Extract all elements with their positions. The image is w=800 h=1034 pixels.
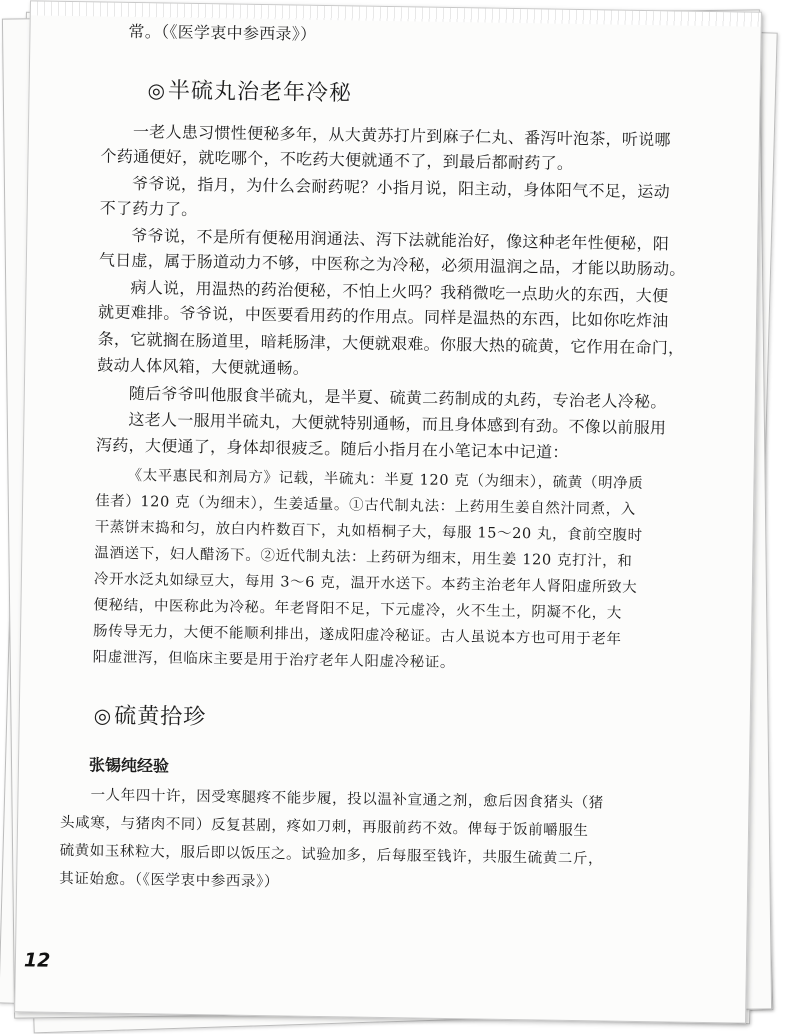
body-line: 鼓动人体风箱，大便就通畅。 [97, 355, 310, 378]
body-line: 其证始愈。（《医学衷中参西录》） [59, 870, 280, 891]
body-line: 泻药，大便通了，身体却很疲乏。随后小指月在小笔记本中记道： [95, 435, 569, 462]
body-line: 爷爷说，不是所有便秘用润通法、泻下法就能治好，像这种老年性便秘，阳 [131, 225, 670, 254]
body-line: 不了药力了。 [99, 198, 198, 219]
body-line: 气日虚，属于肠道动力不够，中医称之为冷秘，必须用温润之品，才能以助肠动。 [98, 250, 686, 279]
section-heading [147, 73, 352, 107]
double-circle-icon: ◎ [147, 78, 167, 103]
note-line: 《太平惠民和剂局方》记载，半硫丸：半夏 120 克（为细末），硫黄（明净质 [127, 467, 644, 493]
body-line: 这老人一服用半硫丸，大便就特别通畅，而且身体感到有劲。不像以前服用 [128, 409, 667, 438]
section-title: 硫黄拾珍 [114, 703, 207, 731]
body-line: 硫黄如玉秫粒大，服后即以饭压之。试验加多，后每服至钱许，共服生硫黄二斤， [59, 842, 604, 868]
note-line: 便秘结，中医称此为冷秘。年老肾阳不足，下元虚冷，火不生土，阴凝不化，大 [93, 597, 623, 622]
body-line: 一老人患习惯性便秘多年，从大黄苏打片到麻子仁丸、番泻叶泡茶，听说哪 [132, 121, 671, 150]
note-line: 阳虚泄泻，但临床主要是用于治疗老年人阳虚冷秘证。 [92, 649, 456, 672]
body-line: 随后爷爷叫他服食半硫丸，是半夏、硫黄二药制成的丸药，专治老人冷秘。 [128, 383, 667, 412]
body-line: 病人说，用温热的药治便秘，不怕上火吗？我稍微吃一点助火的东西，大便 [130, 277, 669, 306]
note-line: 佳者）120 克（为细末），生姜适量。①古代制丸法：上药用生姜自然汁同煮，入 [95, 493, 637, 518]
note-line: 肠传导无力，大便不能顺利排出，遂成阳虚冷秘证。古人虽说本方也可用于老年 [92, 623, 622, 648]
section-title: 半硫丸治老年冷秘 [167, 78, 353, 107]
note-line: 冷开水泛丸如绿豆大，每用 3～6 克，温开水送下。本药主治老年人肾阳虚所致大 [93, 571, 638, 596]
body-line: 头咸寒，与猪肉不同）反复甚剧，疼如刀刺，再服前药不效。俾每于饭前嚼服生 [59, 814, 589, 840]
body-line: 就更难排。爷爷说，中医要看用药的作用点。同样是温热的东西，比如你吃炸油 [97, 302, 669, 331]
section-subtitle: 张锡纯经验 [88, 755, 170, 776]
top-fragment-line: 常。（《医学衷中参西录》） [128, 21, 317, 44]
body-line: 一人年四十许，因受寒腿疼不能步履，投以温补宣通之剂，愈后因食猪头（猪 [90, 787, 604, 812]
note-line: 温酒送下，妇人醋汤下。②近代制丸法：上药研为细末，用生姜 120 克打汁，和 [94, 545, 633, 570]
section-heading [94, 698, 207, 731]
note-line: 干蒸饼末捣和匀，放白内杵数百下，丸如梧桐子大，每服 15～20 丸，食前空腹时 [94, 519, 643, 545]
body-line: 条，它就搁在肠道里，暗耗肠津，大便就艰难。你服大热的硫黄，它作用在命门， [97, 329, 685, 358]
body-line: 个药通便好，就吃哪个，不吃药大便就通不了，到最后都耐药了。 [100, 146, 574, 173]
book-page [14, 0, 762, 1023]
double-circle-icon: ◎ [93, 703, 113, 728]
body-line: 爷爷说，指月，为什么会耐药呢？小指月说，阳主动，身体阳气不足，运动 [131, 173, 671, 202]
page-number: 12 [23, 949, 51, 972]
